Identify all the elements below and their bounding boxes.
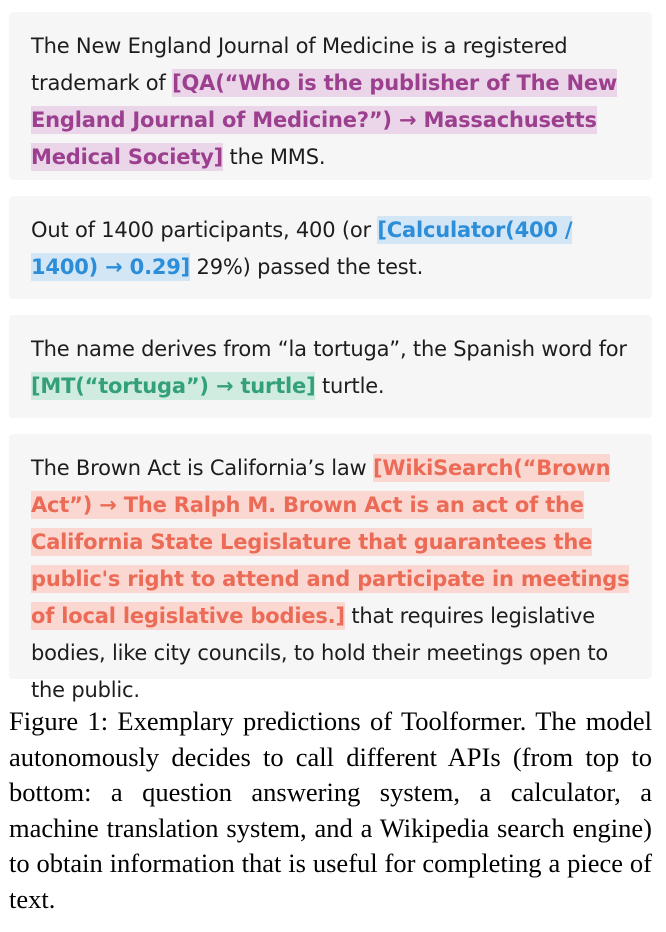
example-calculator [9, 196, 652, 299]
api-call-calculator: [Calculator(400 / 1400) → 0.29] [31, 218, 573, 279]
api-call-mt: [MT(“tortuga”) → turtle] [31, 374, 316, 398]
example-text-after: turtle. [315, 374, 385, 398]
api-call-wikisearch: [WikiSearch(“Brown Act”) → The Ralph M. Brown Act is an act of the California State Legislature that guarantees the public's right to attend and participate in meetings of local legislative bodies.] [31, 456, 630, 628]
example-qa [9, 12, 652, 180]
api-call-qa: [QA(“Who is the publisher of The New England Journal of Medicine?”) → Massachusetts Medical Society] [31, 71, 618, 169]
example-text-before: The name derives from “la tortuga”, the Spanish word for [31, 337, 627, 361]
example-text-before: The Brown Act is California’s law [31, 456, 373, 480]
example-text-before: The New England Journal of Medicine is a registered trademark of [31, 34, 568, 95]
example-text-after: that requires legislative bodies, like city councils, to hold their meetings open to the public. [31, 604, 609, 702]
example-text-before: Out of 1400 participants, 400 (or [31, 218, 378, 242]
example-wikisearch [9, 434, 652, 702]
figure-caption: Figure 1: Exemplary predictions of Toolformer. The model autonomously decides to call different APIs (from top to bottom: a question answering system, a calculator, a machine translation system, and a Wikipedia search engine) to obtain information that is useful for completing a piece of text. [9, 706, 652, 914]
example-text-after: the MMS. [223, 145, 326, 169]
example-text-after: 29%) passed the test. [190, 255, 424, 279]
example-machine-translation [9, 315, 652, 418]
